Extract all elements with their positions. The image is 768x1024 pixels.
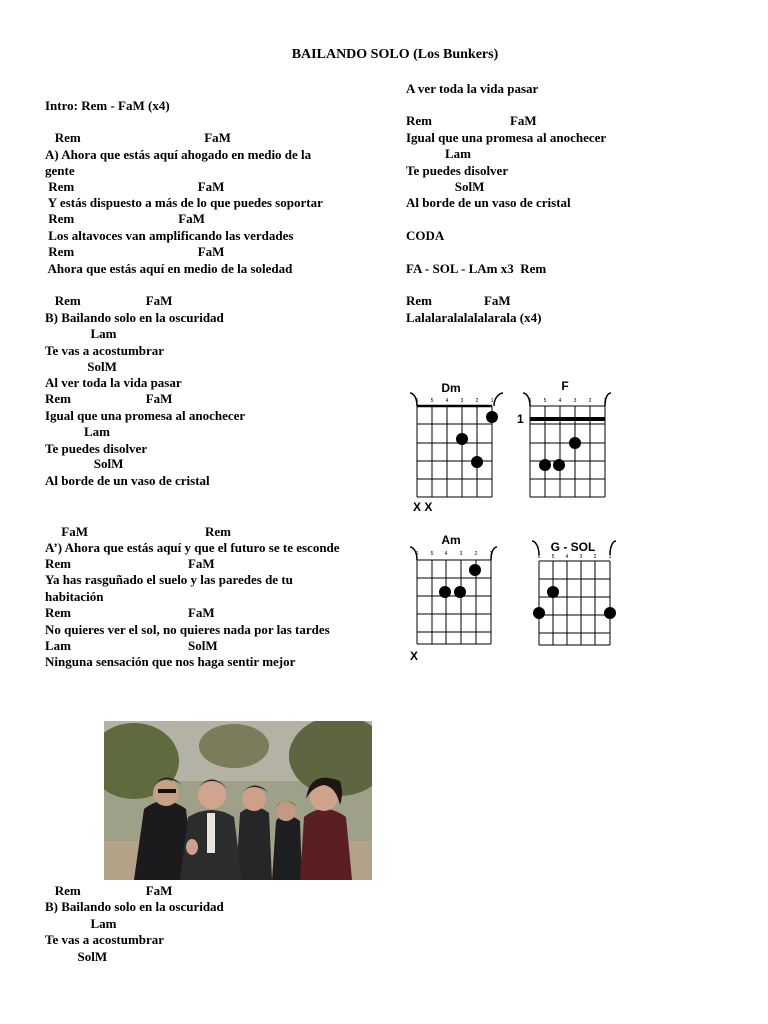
fret-position-marker: 1	[517, 412, 524, 426]
lyrics-line: Ahora que estás aquí en medio de la soledad	[45, 261, 293, 276]
string-number: 4	[558, 398, 562, 404]
string-number: 1	[603, 398, 607, 404]
string-number: 5	[430, 398, 434, 404]
string-number: 6	[537, 554, 541, 560]
lyrics-line: SolM	[45, 949, 108, 964]
finger-dot	[539, 459, 551, 471]
lyrics-line: Intro: Rem - FaM (x4)	[45, 98, 170, 113]
lyrics-line: B) Bailando solo en la oscuridad	[45, 310, 224, 325]
lyrics-line: habitación	[45, 589, 104, 604]
finger-dot	[471, 456, 483, 468]
lyrics-line: Rem FaM	[45, 293, 173, 308]
string-number: 1	[490, 398, 494, 404]
band-photo	[104, 721, 372, 880]
lyrics-line: Y estás dispuesto a más de lo que puedes soportar	[45, 195, 323, 210]
string-number: 5	[430, 551, 434, 557]
lyrics-line: SolM	[406, 179, 485, 194]
string-number: 2	[588, 398, 592, 404]
lyrics-line: Rem FaM	[45, 179, 225, 194]
string-number: 4	[565, 554, 569, 560]
finger-dot	[604, 607, 616, 619]
lyrics-line: FaM Rem	[45, 524, 231, 539]
lyrics-line: SolM	[45, 456, 124, 471]
lyrics-line: Lam SolM	[45, 638, 218, 653]
lyrics-line: Ya has rasguñado el suelo y las paredes de tu	[45, 572, 293, 587]
string-number: 1	[608, 554, 612, 560]
string-number: 3	[460, 398, 464, 404]
chord-name: Am	[441, 533, 461, 547]
lyrics-line: gente	[45, 163, 75, 178]
lyrics-line: Rem FaM	[45, 244, 225, 259]
finger-dot	[533, 607, 545, 619]
string-number: 2	[475, 398, 479, 404]
lyrics-line: Rem FaM	[45, 883, 173, 898]
chord-diagram-f	[514, 375, 624, 515]
lyrics-line: Te vas a acostumbrar	[45, 932, 165, 947]
string-number: 6	[415, 398, 419, 404]
lyrics-line: Lam	[45, 916, 117, 931]
finger-dot	[456, 433, 468, 445]
lyrics-line: Rem FaM	[45, 605, 215, 620]
lyrics-line: Lam	[45, 424, 110, 439]
finger-dot	[469, 564, 481, 576]
barre-bar	[530, 417, 605, 421]
band-photo-illustration	[104, 721, 372, 880]
chord-diagram-am	[405, 530, 515, 670]
lyrics-line: Los altavoces van amplificando las verdades	[45, 228, 294, 243]
page-title: BAILANDO SOLO (Los Bunkers)	[291, 47, 499, 62]
fretboard-grid	[539, 561, 610, 645]
chord-name: F	[561, 379, 569, 393]
string-numbers	[538, 554, 612, 560]
fretboard-grid	[417, 406, 492, 497]
lyrics-line: Ninguna sensación que nos haga sentir mejor	[45, 654, 296, 669]
string-number: 2	[474, 551, 478, 557]
string-number: 6	[415, 551, 419, 557]
muted-string-mark: X	[410, 649, 419, 663]
string-number: 5	[551, 554, 555, 560]
lyrics-line: Te puedes disolver	[45, 441, 148, 456]
lyrics-line: SolM	[45, 359, 117, 374]
lyrics-line: Te puedes disolver	[406, 163, 509, 178]
string-number: 1	[489, 551, 493, 557]
chord-diagram-dm	[405, 375, 515, 515]
lyrics-line: Lam	[45, 326, 117, 341]
lyrics-line: Igual que una promesa al anochecer	[45, 408, 246, 423]
lyrics-line: Te vas a acostumbrar	[45, 343, 165, 358]
lyrics-line: Al borde de un vaso de cristal	[406, 195, 571, 210]
muted-strings-mark: X X	[413, 500, 433, 514]
finger-dot	[454, 586, 466, 598]
lyrics-line: FA - SOL - LAm x3 Rem	[406, 261, 547, 276]
lyrics-line: Al borde de un vaso de cristal	[45, 473, 210, 488]
string-numbers	[416, 551, 493, 557]
finger-dot	[553, 459, 565, 471]
string-number: 4	[445, 398, 449, 404]
lyrics-line: B) Bailando solo en la oscuridad	[45, 899, 224, 914]
lyrics-line: Lam	[406, 146, 471, 161]
finger-dot	[439, 586, 451, 598]
lyrics-line: Igual que una promesa al anochecer	[406, 130, 607, 145]
finger-dot	[486, 411, 498, 423]
lyrics-line: Rem FaM	[45, 130, 231, 145]
string-numbers	[529, 398, 607, 404]
string-number: 6	[528, 398, 532, 404]
chord-name: G - SOL	[550, 540, 596, 554]
string-number: 3	[459, 551, 463, 557]
lyrics-line: CODA	[406, 228, 445, 243]
lyrics-line: A) Ahora que estás aquí ahogado en medio de la	[45, 147, 312, 162]
string-number: 4	[444, 551, 448, 557]
string-number: 3	[579, 554, 583, 560]
finger-dot	[569, 437, 581, 449]
string-number: 3	[573, 398, 577, 404]
lyrics-line: Lalalaralalalalarala (x4)	[406, 310, 542, 325]
chord-name: Dm	[441, 381, 461, 395]
lyrics-line: A’) Ahora que estás aquí y que el futuro se te esconde	[45, 540, 340, 555]
finger-dot	[547, 586, 559, 598]
lyrics-line: Rem FaM	[406, 113, 537, 128]
lyrics-line: Rem FaM	[45, 391, 173, 406]
lyrics-line: Rem FaM	[45, 556, 215, 571]
string-number: 5	[543, 398, 547, 404]
string-numbers	[416, 398, 494, 404]
lyrics-line: No quieres ver el sol, no quieres nada por las tardes	[45, 622, 330, 637]
lyrics-line: Rem FaM	[406, 293, 511, 308]
lyrics-line: A ver toda la vida pasar	[406, 81, 539, 96]
chord-diagram-g-sol	[527, 530, 637, 670]
string-number: 2	[593, 554, 597, 560]
lyrics-line: Al ver toda la vida pasar	[45, 375, 182, 390]
lyrics-line: Rem FaM	[45, 211, 205, 226]
